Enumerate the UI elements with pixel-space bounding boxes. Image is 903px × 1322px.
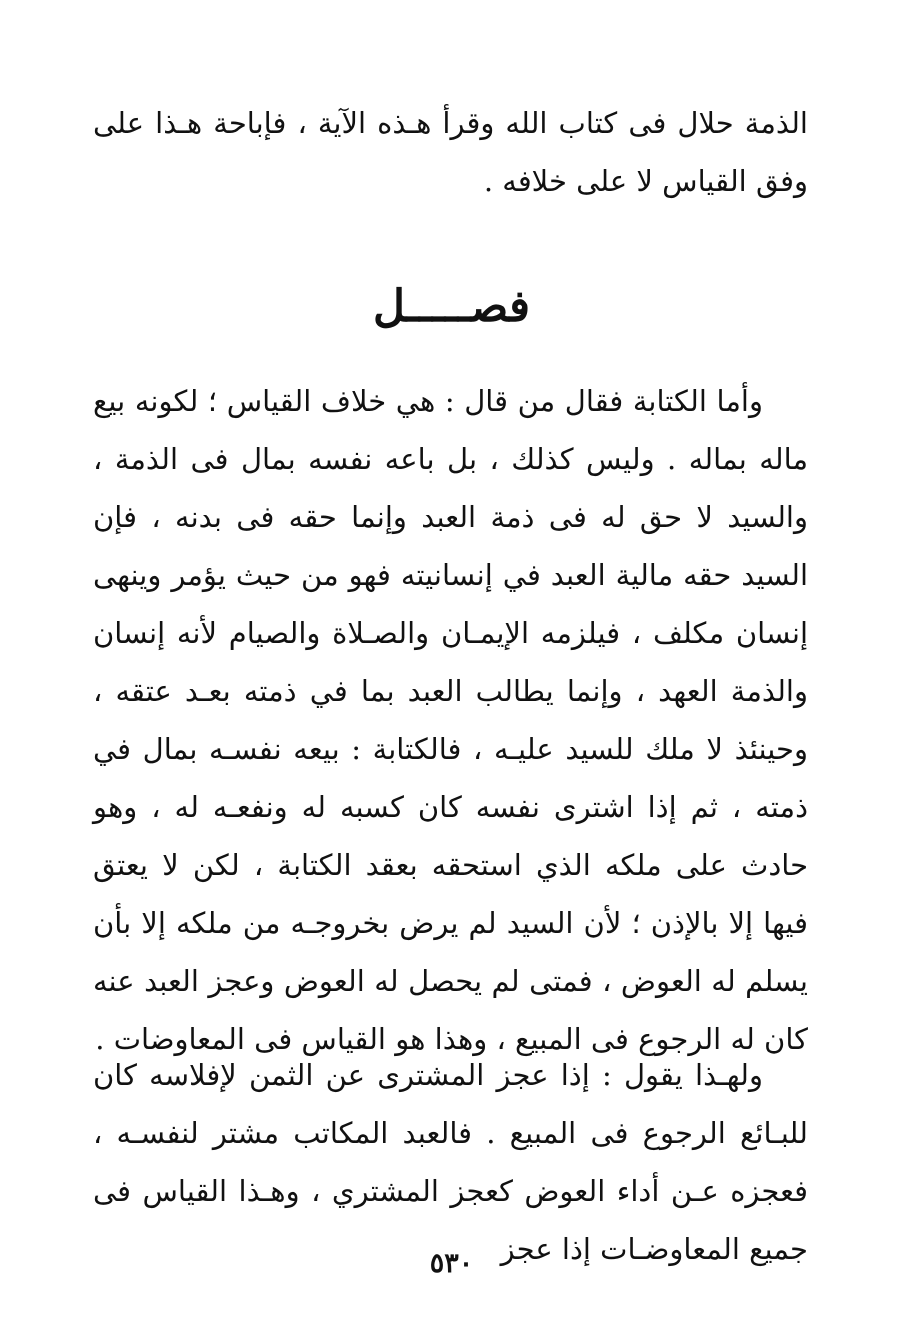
paragraph-text: ولهـذا يقول : إذا عجز المشترى عن الثمن لإفلاسه كان للبـائع الرجوع فى المبيع . فالعبد المكاتب مشتر لنفسـه ، فعجزه عـن أداء العوض كعجز المشتري ، وهـذا القياس فى جميع المعاوضـات إذا عجز (93, 1058, 808, 1266)
section-heading: فصـــــل (373, 281, 530, 332)
intro-text: الذمة حلال فى كتاب الله وقرأ هـذه الآية ، فإباحة هـذا على وفق القياس لا على خلافه . (93, 106, 808, 198)
body-paragraph-1 (93, 372, 808, 1068)
paragraph-text: وأما الكتابة فقال من قال : هي خلاف القياس ؛ لكونه بيع ماله بماله . وليس كذلك ، بل باعه نفسه بمال فى الذمة ، والسيد لا حق له فى ذمة العبد وإنما حقه فى بدنه ، فإن السيد حقه مالية العبد في إنسانيته فهو من حيث يؤمر وينهى إنسان مكلف ، فيلزمه الإيمـان والصـلاة والصيام لأنه إنسان والذمة العهد ، وإنما يطالب العبد بما في ذمته بعـد عتقه ، وحينئذ لا ملك للسيد عليـه ، فالكتابة : بيعه نفسـه بمال في ذمته ، ثم إذا اشترى نفسه كان كسبه له ونفعـه له ، وهو حادث على ملكه الذي استحقه بعقد الكتابة ، لكن لا يعتق فيها إلا بالإذن ؛ لأن السيد لم يرض بخروجـه من ملكه إلا بأن يسلم له العوض ، فمتى لم يحصل له العوض وعجز العبد عنه كان له الرجوع فى المبيع ، وهذا هو القياس فى المعاوضات . (93, 384, 808, 1056)
intro-paragraph (93, 94, 808, 210)
page-number: ٥٣٠ (429, 1248, 474, 1279)
